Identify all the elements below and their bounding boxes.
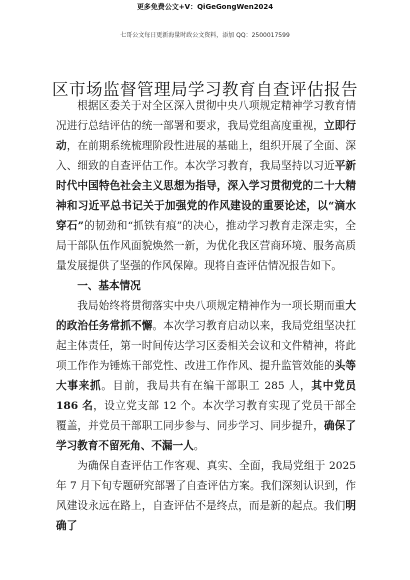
section-heading: 一、基本情况 xyxy=(77,280,141,292)
sub-note: 七哥公文每日更新海量时政公文资料，添加 QQ：2500017599 xyxy=(120,32,290,39)
paragraph-method: 为确保自查评估工作客观、真实、全面，我局党组于 2025 年 7 月下旬专题研究部署了自查评估方案。我们深刻认识到，作风建设永远在路上，自查评估不是终点，而是新的起点。我们明确了 xyxy=(56,460,356,532)
paragraph-intro: 根据区委关于对全区深入贯彻中央八项规定精神学习教育情况进行总结评估的统一部署和要求，我局党组高度重视，立即行动，在前期系统梳理阶段性进展的基础上，组织开展了全面、深入、细致的自查评估工作。本次学习教育，我局坚持以习近平新时代中国特色社会主义思想为指导，深入学习贯彻党的二十大精神和习近平总书记关于加强党的作风建设的重要论述，以“滴水穿石”的韧劲和“抓铁有痕”的决心，推动学习教育走深走实，全局干部队伍作风面貌焕然一新，为优化我区营商环境、服务高质量发展提供了坚强的作风保障。现将自查评估情况报告如下。 xyxy=(56,100,357,272)
paragraph-basic: 我局始终将贯彻落实中央八项规定精神作为一项长期而重大的政治任务常抓不懈。本次学习教育启动以来，我局党组坚决扛起主体责任，第一时间传达学习区委相关会议和文件精神，将此项工作作为锤炼干部党性、改进工作作风、提升监管效能的头等大事来抓。目前，我局共有在编干部职工 285 人，其中党员 186 名，设立党支部 12 个。本次学习教育实现了党员干部全覆盖，并党员干部职工同步参与、同步学习、同步提升，确保了学习教育不留死角、不漏一人。 xyxy=(56,300,357,452)
top-banner: 更多免费公文+V：QiGeGongWen2024 xyxy=(136,3,274,11)
document-title: 区市场监督管理局学习教育自查评估报告 xyxy=(52,80,358,99)
document-body xyxy=(56,96,356,536)
